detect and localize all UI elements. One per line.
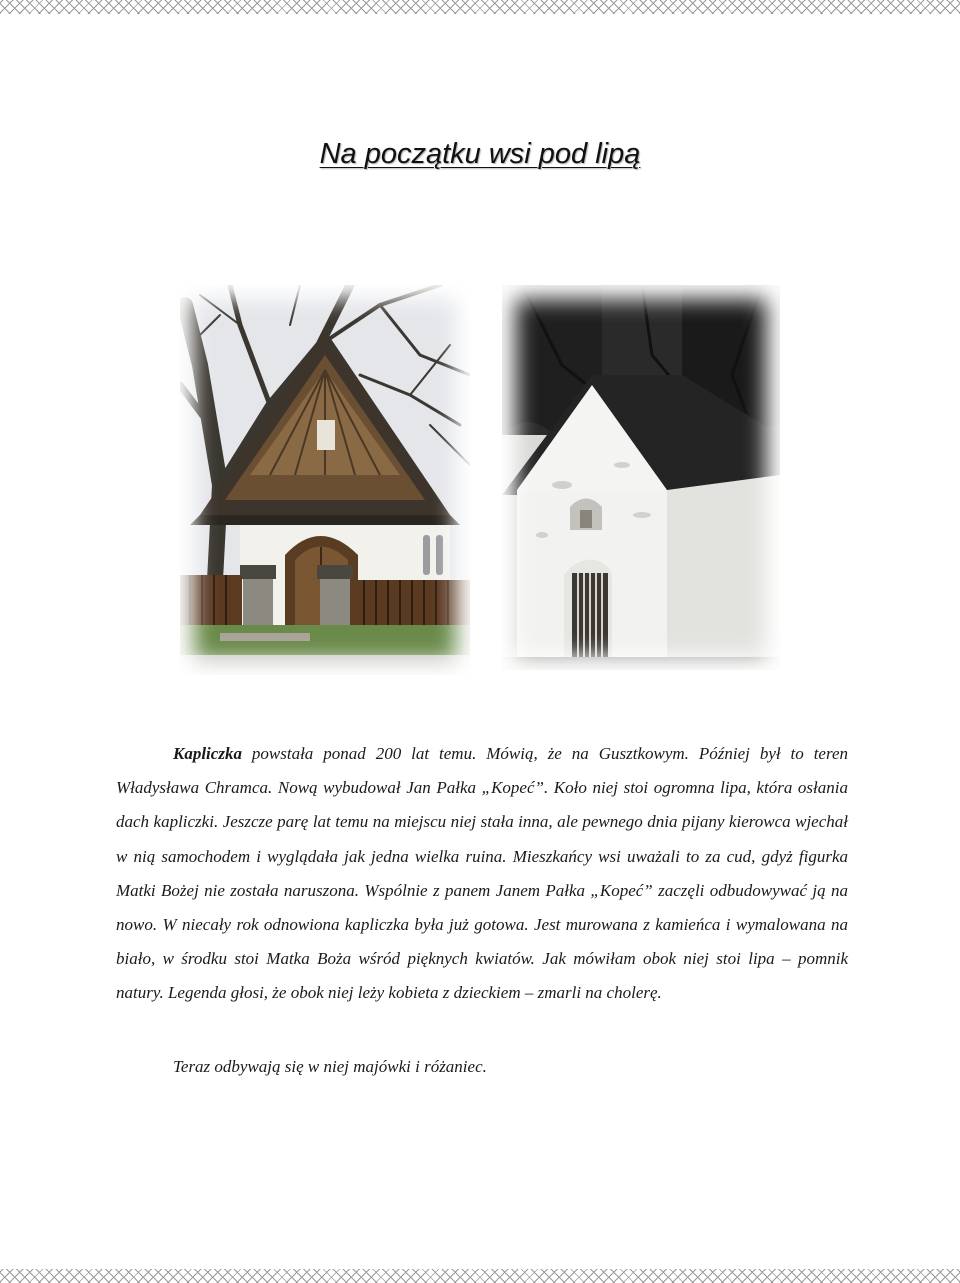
body-text — [116, 737, 848, 1076]
decorative-border-top — [0, 0, 960, 14]
paragraph-history — [116, 737, 848, 1011]
photo-white-chapel — [502, 285, 780, 670]
page-title: Na początku wsi pod lipą — [319, 138, 641, 170]
paragraph-lead-word: Kapliczka — [173, 744, 242, 763]
photo-wooden-chapel — [180, 285, 470, 675]
decorative-border-bottom — [0, 1269, 960, 1283]
paragraph-history-text: powstała ponad 200 lat temu. Mówią, że na Gusztkowym. Później był to teren Władysława Chramca. Nową wybudował Jan Pałka „Kopeć”. Koło niej stoi ogromna lipa, która osłania dach kapliczki. Jeszcze parę lat temu na miejscu niej stała inna, ale pewnego dnia pijany kierowca wjechał w nią samochodem i wyglądała jak jedna wielka ruina. Mieszkańcy wsi uważali to za cud, gdyż figurka Matki Bożej nie została naruszona. Wspólnie z panem Janem Pałka „Kopeć” zaczęli odbudowywać ją na nowo. W niecały rok odnowiona kapliczka była już gotowa. Jest murowana z kamieńca i wymalowana na biało, w środku stoi Matka Boża wśród pięknych kwiatów. Jak mówiłam obok niej stoi lipa – pomnik natury. Legenda głosi, że obok niej leży kobieta z dzieckiem – zmarli na cholerę. — [116, 744, 848, 1003]
paragraph-closing: Teraz odbywają się w niej majówki i różaniec. — [173, 1057, 487, 1076]
